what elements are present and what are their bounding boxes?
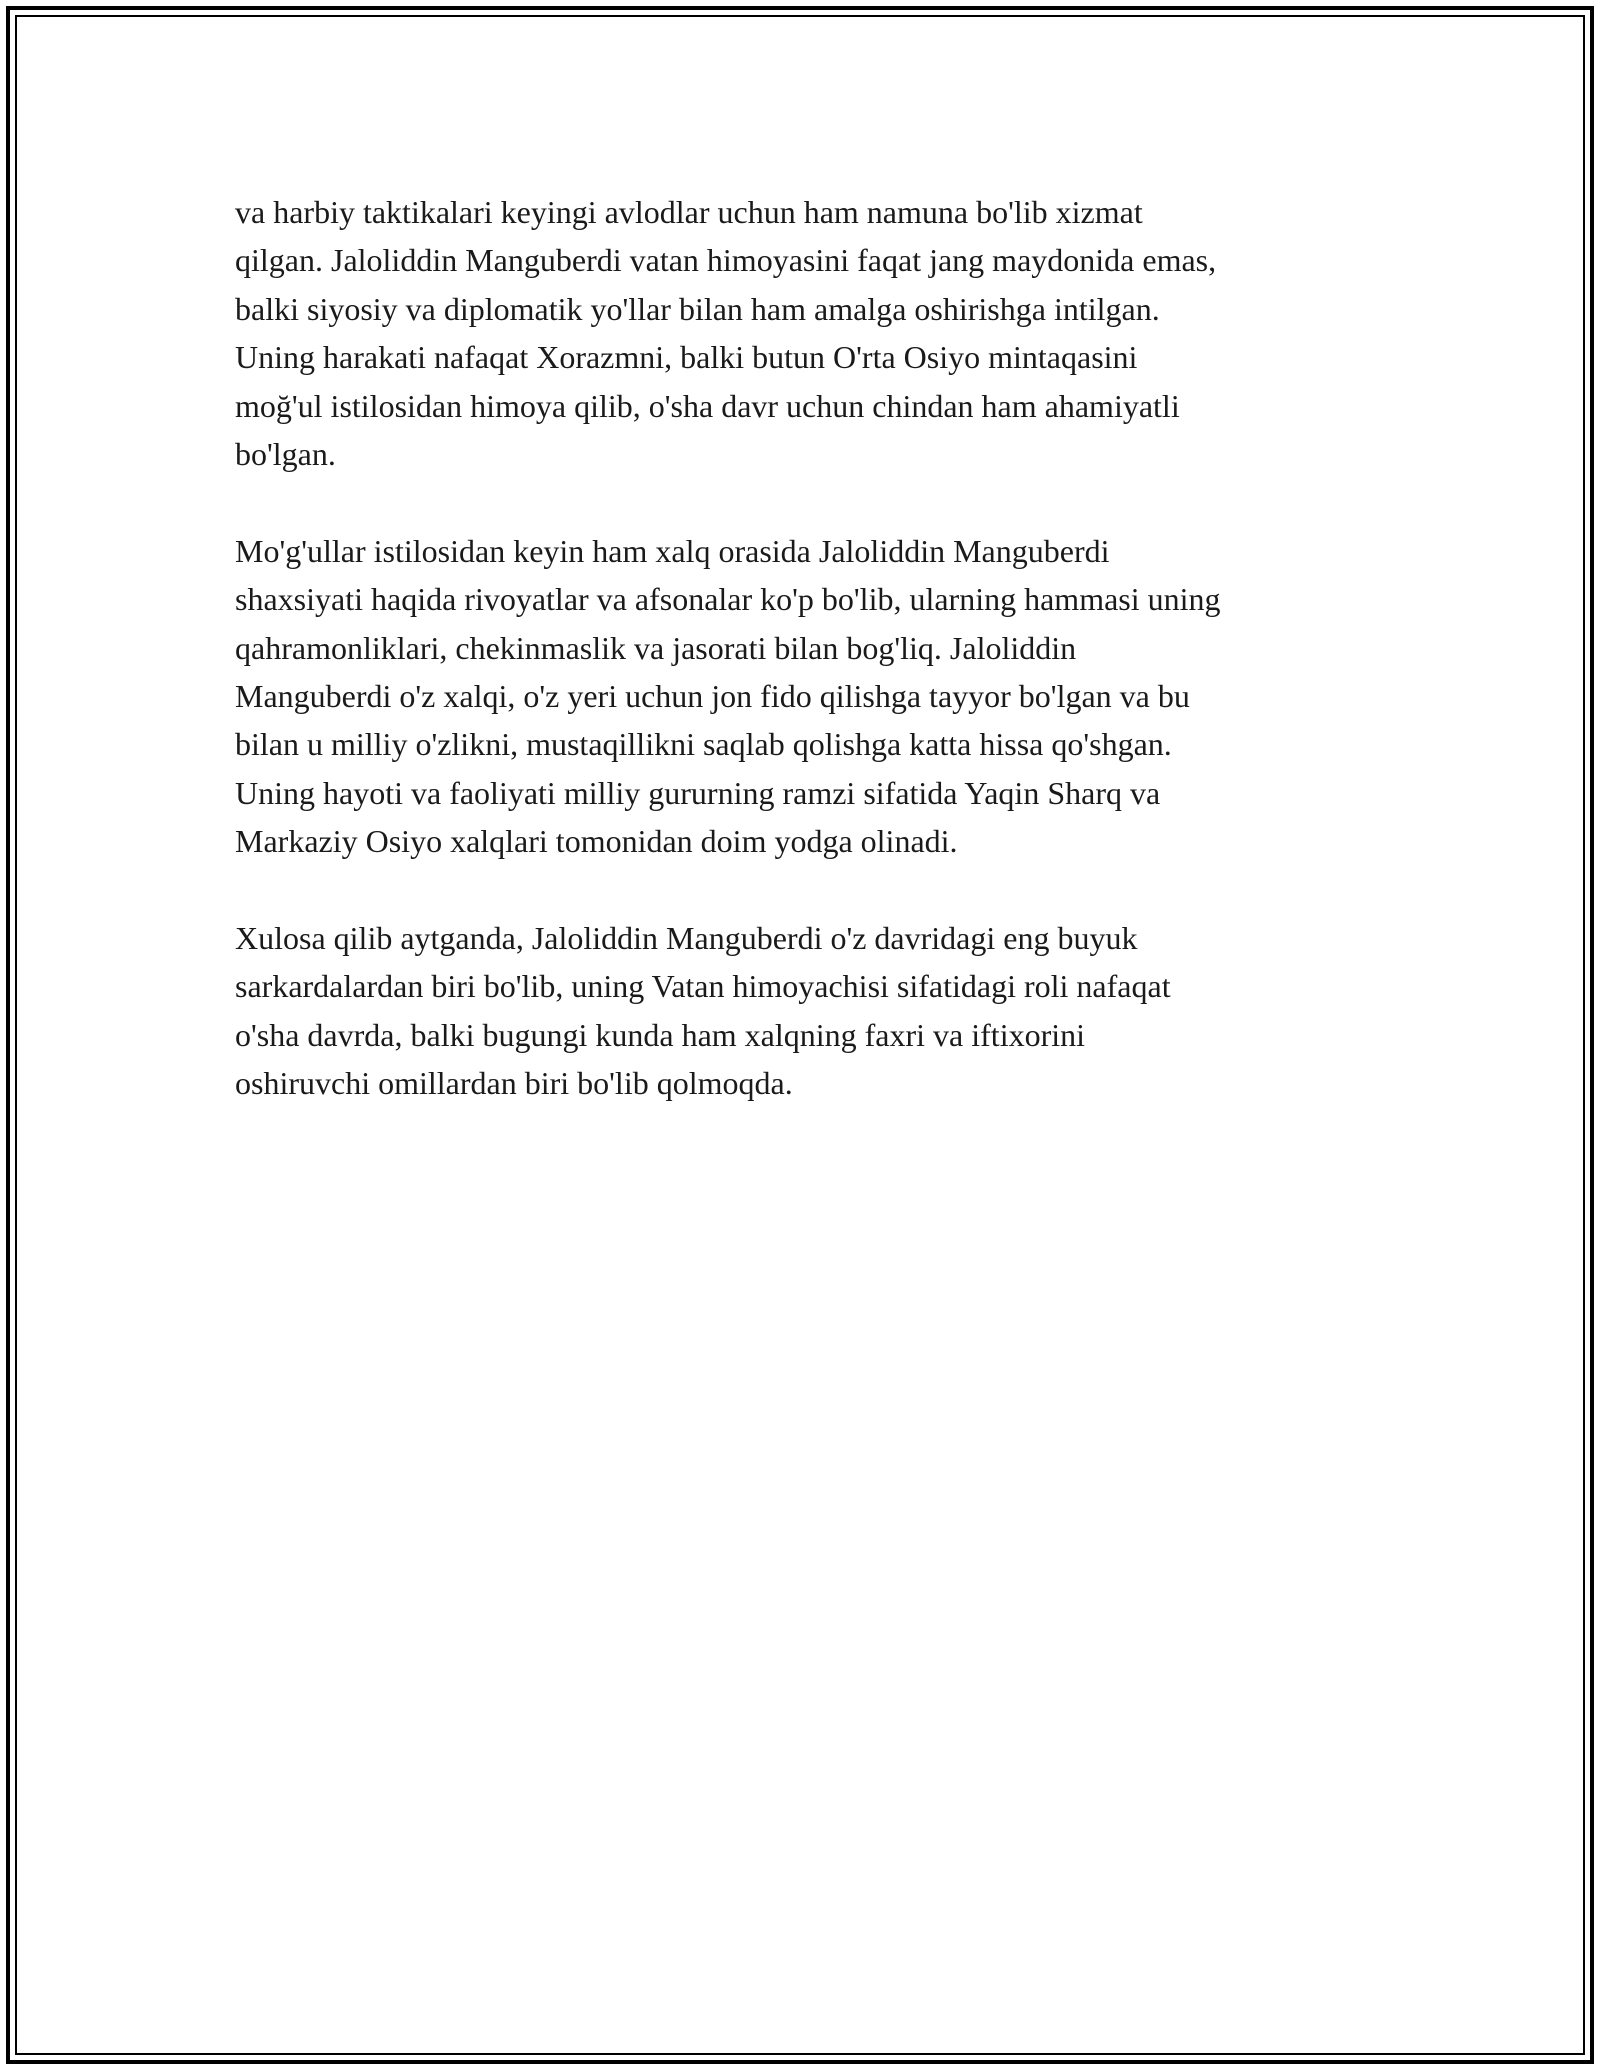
paragraph-line: bilan u milliy o'zlikni, mustaqillikni saqlab qolishga katta hissa qo'shgan. [235,726,1172,763]
paragraph-line: Mo'g'ullar istilosidan keyin ham xalq orasida Jaloliddin Manguberdi [235,532,1110,569]
paragraph-line: balki siyosiy va diplomatik yo'llar bilan ham amalga oshirishga intilgan. [235,290,1160,327]
paragraph-line: bo'lgan. [235,436,336,473]
paragraph-line: o'sha davrda, balki bugungi kunda ham xalqning faxri va iftixorini [235,1016,1086,1053]
paragraph-line: Uning harakati nafaqat Xorazmni, balki butun O'rta Osiyo mintaqasini [235,339,1138,376]
paragraph-line: oshiruvchi omillardan biri bo'lib qolmoqda. [235,1065,793,1102]
paragraph-line: sarkardalardan biri bo'lib, uning Vatan himoyachisi sifatidagi roli nafaqat [235,968,1171,1005]
paragraph-1 [235,188,1370,478]
paragraph-line: qahramonliklari, chekinmaslik va jasorati bilan bog'liq. Jaloliddin [235,629,1077,666]
paragraph-line: Xulosa qilib aytganda, Jaloliddin Manguberdi o'z davridagi eng buyuk [235,920,1138,957]
paragraph-2 [235,527,1370,866]
paragraph-line: moğ'ul istilosidan himoya qilib, o'sha davr uchun chindan ham ahamiyatli [235,387,1180,424]
paragraph-line: Markaziy Osiyo xalqlari tomonidan doim yodga olinadi. [235,823,958,860]
document-body [235,188,1370,1108]
paragraph-line: Uning hayoti va faoliyati milliy gururning ramzi sifatida Yaqin Sharq va [235,774,1161,811]
paragraph-3 [235,914,1370,1108]
paragraph-line: Manguberdi o'z xalqi, o'z yeri uchun jon fido qilishga tayyor bo'lgan va bu [235,678,1190,715]
paragraph-line: shaxsiyati haqida rivoyatlar va afsonalar ko'p bo'lib, ularning hammasi uning [235,581,1221,618]
paragraph-line: qilgan. Jaloliddin Manguberdi vatan himoyasini faqat jang maydonida emas, [235,242,1217,279]
paragraph-line: va harbiy taktikalari keyingi avlodlar uchun ham namuna bo'lib xizmat [235,194,1143,230]
